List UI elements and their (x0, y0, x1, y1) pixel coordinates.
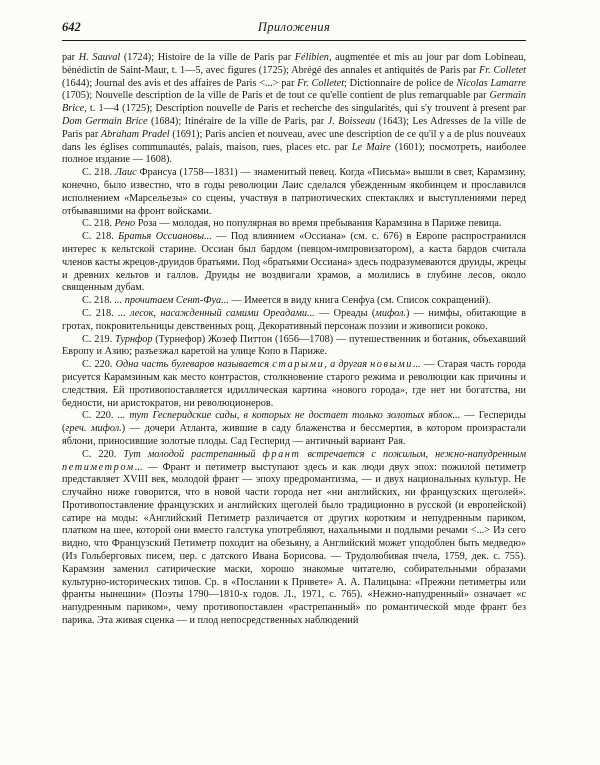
note-tournefort: С. 219. Турнфор (Турнефор) Жозеф Питтон (1656—1708) — путешественник и ботаник, объехавший Европу и Азию; разъезжал каретой на улице Копо в Париже. (62, 333, 526, 358)
note-oreads: С. 218. ... лесок, насажденный самими Ореадами... — Ореады (мифол.) — нимфы, обитающие в гротах, покровительницы девственных рощ. Декоративный персонаж поэзии и живописи рококо. (62, 307, 526, 332)
page-body (62, 52, 526, 628)
note-ossian: С. 218. Братья Оссиановы... — Под влиянием «Оссиана» (см. с. 676) в Европе распространился интерес к кельтской старине. Оссиан был бардом (певцом-импровизатором), а каста бардов считала членов касты жрецов-друидов братьями. Под «братьями Оссиана» здесь подразумеваются друиды, жрецы и древних кельтов и галлов. Друиды не воздвигали храмов, а молились в глубине лесов, около священным дубам. (62, 231, 526, 294)
page-header (62, 20, 526, 40)
note-saint-foix: С. 218. ... прочитаем Сент-Фуа... — Имеется в виду книга Сенфуа (см. Список сокращений). (82, 295, 491, 307)
note-hesperides: С. 220. ... тут Гесперидские сады, в которых не достает только золотых яблок... — Геспериды (греч. мифол.) — дочери Атланта, жившие в саду блаженства и бессмертия, в котором произрастали яблони, приносившие золотые плоды. Сад Гесперид — античный вариант Рая. (62, 410, 526, 447)
header-rule (62, 40, 526, 41)
running-head: Приложения (257, 20, 331, 34)
paragraph-bibliography: par H. Sauval (1724); Histoire de la ville de Paris par Félibien, augmentée et mis au jour par dom Lobineau, bénédictin de Saint-Maur, t. 1—5, avec figures (1725); Abrégé des annales et antiquités de Paris par Fr. Colletet (1644); Journal des avis et des affaires de Paris <...> par Fr. Colletet; Dictionnaire de police de Nicolas Lamarre (1705); Nouvelle description de la ville de Paris et de tout ce qu'elle contient de plus remarquable par Germain Brice, t. 1—4 (1725); Description nouvelle de Paris et recherche des singularités, qui s'y trouvent à present par Dom Germain Brice (1684); Itinéraire de la ville de Paris, par J. Boisseau (1643); Les Adresses de la ville de Paris par Abraham Pradel (1691); Paris ancien et nouveau, avec une description de ce qu'il y a de plus nouveaux dans les églises communautés, palais, maison, rues, places etc. par Le Maire (1601); посмотреть, наиболее полное издание — 1608). (62, 52, 526, 166)
note-lais: С. 218. Лаис Франсуа (1758—1831) — знаменитый певец. Когда «Письма» вышли в свет, Карамзину, конечно, было известно, что в годы революции Лаис сделался убежденным якобинцем и прославился исполнением «Марсельезы» со сцены, участвуя в патриотических спектаклях и выступлениями перед отбывавшими на фронт войсками. (62, 167, 526, 217)
page-number: 642 (62, 20, 81, 34)
note-petimetr: С. 220. Тут молодой растрепанный франт встречается с пожилым, нежно-напудренным петиметром... — Франт и петиметр выступают здесь и как люди двух эпох: пожилой петиметр представляет XVIII век, молодой франт — эпоху предромантизма, — и двух национальных культур. Не случайно ниже говорится, что в новой части города нет «ни английских, ни французских щеголей». Противопоставление французских и английских щеголей было традиционно в русской (и европейской) сатире на моды: «Английский Петиметр различается от других коротким и непудренным париком, платком на шее, которой они вместо галстука употребляют, нахальными и подлыми речами <...> Из сего видно, что Французский Петиметр походит на обезьяну, а Английский может уподоблен быть медведю» (Из Гольберговых писем, пер. с датского Ивана Борисова. — Трудолюбивая пчела, 1759, дек. с. 755). Карамзин заменил сатирические маски, хорошо знакомые читателю, собирательными образами культурно-исторических типов. Ср. в «Послании к Привете» А. А. Палицына: «Прежни петиметры или франты нынешни» (Поэты 1790—1810-х годов. Л., 1971, с. 765). «Нежно-напудренный» означает «с напудренным париком», чему противопоставлен «растрепанный» по романтической моде франт без парика. Эта живая сценка — и плод непосредственных наблюдений (62, 448, 526, 627)
note-boulevards: С. 220. Одна часть булеваров называется старыми, а другая новыми... — Старая часть города рисуется Карамзиным как место контрастов, столкновение старого режима и революции как причины и следствия. Ей противопоставляется идиллическая картина «нового города», где нет ни богатства, ни бедности, ни аристократов, ни революционеров. (62, 359, 526, 409)
note-reno: С. 218. Рено Роза — молодая, но популярная во время пребывания Карамзина в Париже певица. (82, 218, 502, 230)
